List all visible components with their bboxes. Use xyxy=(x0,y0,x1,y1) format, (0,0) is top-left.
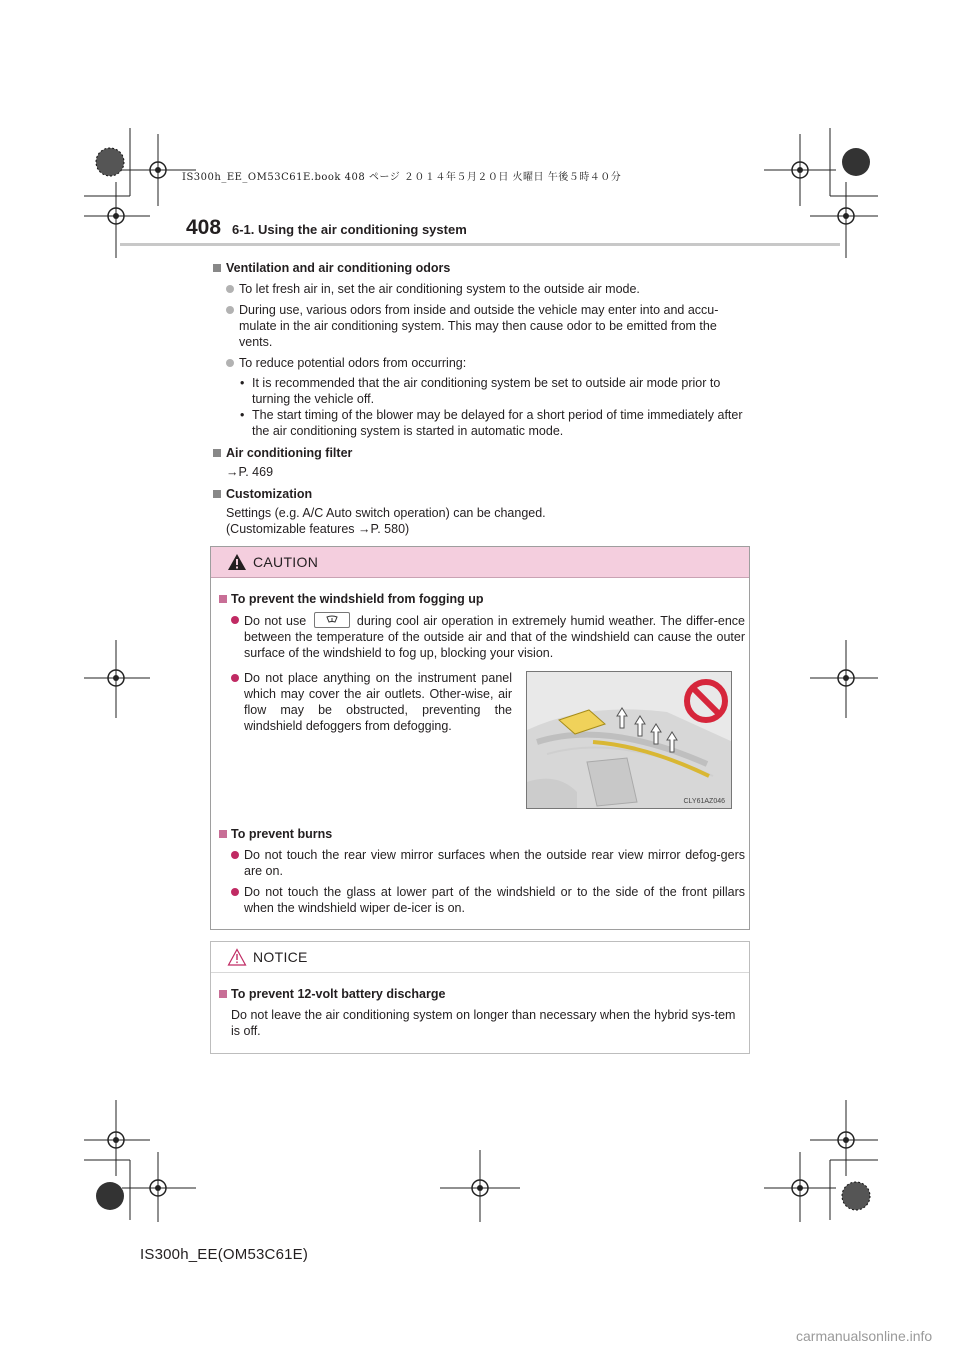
round-bullet-icon xyxy=(231,616,239,624)
sub-bullet-marker: • xyxy=(240,408,245,422)
bullet-item: During use, various odors from inside and outside the vehicle may enter into and accu-mulate in the air conditioning system. This may then cause odor to be emitted from the vents. xyxy=(213,302,753,350)
caution-bullet: Do not use during cool air operation in extremely humid weather. The differ-ence between the temperature of the outside air and that of the windshield can cause the outer surface of the windshield to fog up, blocking your vision. xyxy=(211,612,751,661)
windshield-defogger-button xyxy=(314,612,350,628)
notice-text: Do not leave the air conditioning system on longer than necessary when the hybrid sys-tem is off. xyxy=(231,1008,736,1038)
round-bullet-icon xyxy=(231,674,239,682)
square-bullet-icon xyxy=(213,449,221,457)
customization-reference: (Customizable features →P. 580) xyxy=(226,522,410,536)
instrument-panel-illustration xyxy=(526,671,732,809)
caution-heading-burns: To prevent burns xyxy=(211,826,332,842)
notice-label: NOTICE xyxy=(253,949,308,965)
watermark: carmanualsonline.info xyxy=(796,1328,933,1344)
round-bullet-icon xyxy=(226,359,234,367)
windshield-defogger-icon xyxy=(315,613,349,627)
customization-text: Settings (e.g. A/C Auto switch operation) can be changed. xyxy=(226,506,546,520)
heading-customization: Customization xyxy=(213,486,753,502)
sub-bullet-item: • It is recommended that the air conditioning system be set to outside air mode prior to turning the vehicle off. xyxy=(240,376,721,406)
round-bullet-icon xyxy=(231,851,239,859)
square-bullet-icon xyxy=(219,595,227,603)
caution-label: CAUTION xyxy=(253,554,319,570)
page-number: 408 xyxy=(186,216,222,239)
round-bullet-icon xyxy=(226,285,234,293)
main-content xyxy=(213,256,753,537)
footer-model-code: IS300h_EE(OM53C61E) xyxy=(140,1246,309,1263)
warning-triangle-icon xyxy=(227,553,247,571)
notice-box xyxy=(210,941,750,1054)
heading-filter: Air conditioning filter xyxy=(213,445,753,461)
round-bullet-icon xyxy=(226,306,234,314)
round-bullet-icon xyxy=(231,888,239,896)
notice-heading: To prevent 12-volt battery discharge xyxy=(211,986,751,1002)
prohibition-icon xyxy=(683,678,729,724)
square-bullet-icon xyxy=(219,830,227,838)
square-bullet-icon xyxy=(213,490,221,498)
sub-bullet-marker: • xyxy=(240,376,245,390)
warning-triangle-outline-icon xyxy=(227,948,247,966)
caution-bullet: Do not place anything on the instrument panel which may cover the air outlets. Other-wise, air flow may be obstructed, preventing the windshield defoggers from defogging. xyxy=(211,670,518,734)
square-bullet-icon xyxy=(219,990,227,998)
notice-header xyxy=(211,942,749,973)
caution-bullet: Do not touch the glass at lower part of the windshield or to the side of the front pillars when the windshield wiper de-icer is on. xyxy=(211,884,751,916)
square-bullet-icon xyxy=(213,264,221,272)
caution-header xyxy=(211,547,749,578)
bullet-item: To reduce potential odors from occurring: xyxy=(213,355,753,371)
section-title: 6-1. Using the air conditioning system xyxy=(232,222,467,237)
header-rule xyxy=(120,243,840,246)
page-reference: →P. 469 xyxy=(226,465,274,479)
sub-bullet-item: • The start timing of the blower may be delayed for a short period of time immediately after the air conditioning system is started in automatic mode. xyxy=(240,408,743,438)
heading-ventilation: Ventilation and air conditioning odors xyxy=(213,260,753,276)
figure-code: CLY61AZ046 xyxy=(683,798,725,805)
notice-body xyxy=(211,972,751,1039)
bullet-item: To let fresh air in, set the air conditioning system to the outside air mode. xyxy=(213,281,753,297)
print-header: IS300h_EE_OM53C61E.book 408 ページ ２０１４年５月２０日 火曜日 午後５時４０分 xyxy=(182,172,622,183)
caution-heading-fog: To prevent the windshield from fogging up xyxy=(211,591,751,607)
caution-bullet: Do not touch the rear view mirror surfaces when the outside rear view mirror defog-gers are on. xyxy=(211,847,751,879)
